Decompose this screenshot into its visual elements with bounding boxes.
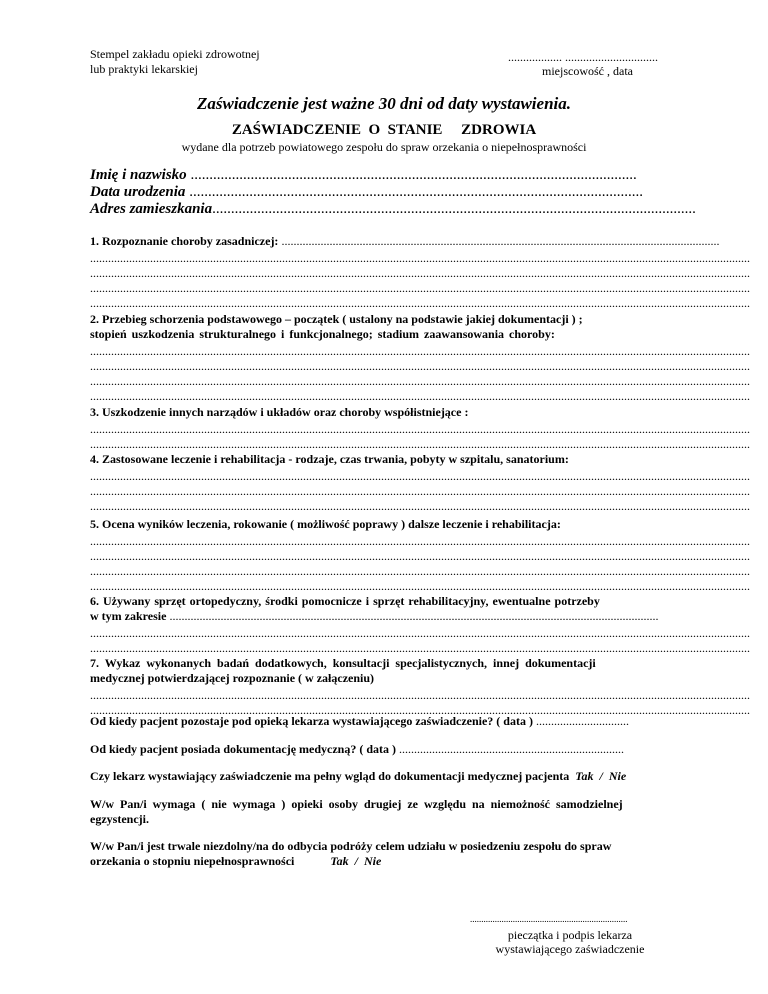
place-date-label: miejscowość , data	[542, 64, 633, 78]
question-full-access: Czy lekarz wystawiający zaświadczenie ma pełny wgląd do dokumentacji medycznej pacjenta Tak / Nie	[90, 769, 627, 783]
question-care-need-line1: W/w Pan/i wymaga ( nie wymaga ) opieki osoby drugiej ze względu na niemożność samodzielnej	[90, 797, 623, 811]
section-3-line[interactable]: ............................................................................................................................................................................................................................	[90, 437, 750, 451]
question-documentation-since[interactable]: Od kiedy pacjent posiada dokumentację medyczną? ( data ) ...........................................................................	[90, 742, 625, 756]
address-label: Adres zamieszkania	[90, 201, 213, 217]
stamp-label-line1: Stempel zakładu opieki zdrowotnej	[90, 47, 260, 61]
signature-label-line2: wystawiającego zaświadczenie	[495, 942, 645, 956]
question-care-since[interactable]: Od kiedy pacjent pozostaje pod opieką lekarza wystawiającego zaświadczenie? ( data ) ...............................	[90, 714, 629, 728]
dob-field[interactable]: Data urodzenia .........................................................................................................................	[90, 184, 643, 200]
signature-label-line1: pieczątka i podpis lekarza	[507, 928, 633, 942]
name-field[interactable]: Imię i nazwisko .......................................................................................................................	[90, 167, 637, 183]
section-6-heading-line1: 6. Używany sprzęt ortopedyczny, środki pomocnicze i sprzęt rehabilitacyjny, ewentualne potrzeby	[90, 594, 600, 608]
document-title: ZAŚWIADCZENIE O STANIE ZDROWIA	[231, 122, 537, 138]
section-5-line[interactable]: ............................................................................................................................................................................................................................	[90, 534, 750, 548]
section-6-line[interactable]: ............................................................................................................................................................................................................................	[90, 626, 750, 640]
section-1-line[interactable]: ............................................................................................................................................................................................................................	[90, 296, 750, 310]
validity-note: Zaświadczenie jest ważne 30 dni od daty wystawienia.	[196, 94, 571, 113]
question-care-need-line2: egzystencji.	[90, 812, 149, 826]
section-3-heading: 3. Uszkodzenie innych narządów i układów oraz choroby współistniejące :	[90, 405, 469, 419]
section-3-line[interactable]: ............................................................................................................................................................................................................................	[90, 422, 750, 436]
place-date-field[interactable]: .................. ...............................	[508, 50, 658, 64]
section-4-line[interactable]: ............................................................................................................................................................................................................................	[90, 469, 750, 483]
section-2-line[interactable]: ............................................................................................................................................................................................................................	[90, 359, 750, 373]
name-label: Imię i nazwisko	[90, 167, 187, 183]
section-4-heading: 4. Zastosowane leczenie i rehabilitacja - rodzaje, czas trwania, pobyty w szpitalu, sanatorium:	[90, 452, 569, 466]
section-1-heading[interactable]: 1. Rozpoznanie choroby zasadniczej: ..................................................................................................................................................	[90, 234, 720, 248]
section-1-line[interactable]: ............................................................................................................................................................................................................................	[90, 266, 750, 280]
section-1-line[interactable]: ............................................................................................................................................................................................................................	[90, 281, 750, 295]
section-5-line[interactable]: ............................................................................................................................................................................................................................	[90, 564, 750, 578]
section-2-line[interactable]: ............................................................................................................................................................................................................................	[90, 389, 750, 403]
section-4-line[interactable]: ............................................................................................................................................................................................................................	[90, 499, 750, 513]
section-5-line[interactable]: ............................................................................................................................................................................................................................	[90, 579, 750, 593]
signature-line[interactable]: ......................................................................	[470, 914, 628, 924]
question-travel-line1: W/w Pan/i jest trwale niezdolny/na do odbycia podróży celem udziału w posiedzeniu zespołu do spraw	[90, 839, 612, 853]
section-6-heading-line2[interactable]: w tym zakresie ...................................................................................................................................................................	[90, 609, 659, 623]
dob-label: Data urodzenia	[90, 184, 186, 200]
stamp-label-line2: lub praktyki lekarskiej	[90, 62, 198, 76]
document-subtitle: wydane dla potrzeb powiatowego zespołu do spraw orzekania o niepełnosprawności	[181, 140, 587, 154]
section-1-line[interactable]: ............................................................................................................................................................................................................................	[90, 251, 750, 265]
section-7-heading-line2: medycznej potwierdzającej rozpoznanie ( w załączeniu)	[90, 671, 375, 685]
section-2-heading-line1: 2. Przebieg schorzenia podstawowego – początek ( ustalony na podstawie jakiej dokumentacji ) ;	[90, 312, 583, 326]
question-travel-line2: orzekania o stopniu niepełnosprawności Tak / Nie	[90, 854, 382, 868]
address-field[interactable]: Adres zamieszkania.................................................................................................................................	[90, 201, 696, 217]
yes-no-options[interactable]: Tak / Nie	[330, 854, 382, 868]
section-4-line[interactable]: ............................................................................................................................................................................................................................	[90, 484, 750, 498]
section-5-line[interactable]: ............................................................................................................................................................................................................................	[90, 549, 750, 563]
section-2-line[interactable]: ............................................................................................................................................................................................................................	[90, 374, 750, 388]
section-2-line[interactable]: ............................................................................................................................................................................................................................	[90, 344, 750, 358]
section-7-line[interactable]: ............................................................................................................................................................................................................................	[90, 688, 750, 702]
section-7-line[interactable]: ............................................................................................................................................................................................................................	[90, 703, 750, 717]
section-6-line[interactable]: ............................................................................................................................................................................................................................	[90, 641, 750, 655]
yes-no-options[interactable]: Tak / Nie	[575, 769, 627, 783]
section-5-heading: 5. Ocena wyników leczenia, rokowanie ( możliwość poprawy ) dalsze leczenie i rehabilitacja:	[90, 517, 561, 531]
section-7-heading-line1: 7. Wykaz wykonanych badań dodatkowych, konsultacji specjalistycznych, innej dokumentacji	[90, 656, 596, 670]
section-2-heading-line2: stopień uszkodzenia strukturalnego i funkcjonalnego; stadium zaawansowania choroby:	[90, 327, 555, 341]
